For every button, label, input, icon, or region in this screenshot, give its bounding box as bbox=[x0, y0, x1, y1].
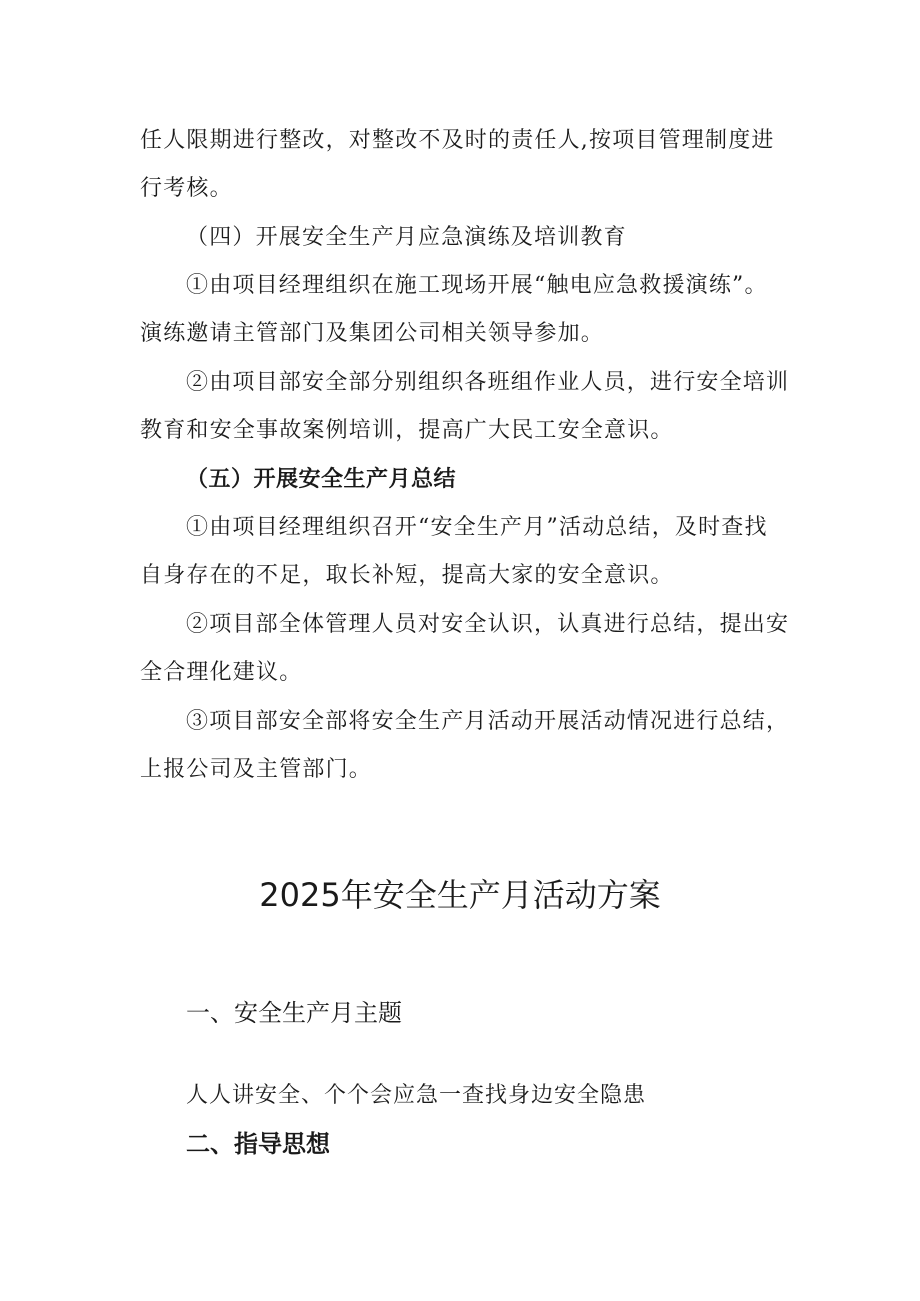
paragraph-line: ②由项目部安全部分别组织各班组作业人员，进行安全培训 bbox=[186, 370, 790, 395]
paragraph-line: ①由项目经理组织在施工现场开展“触电应急救援演练”。 bbox=[186, 273, 768, 298]
paragraph-line: 教育和安全事故案例培训，提高广大民工安全意识。 bbox=[140, 418, 674, 443]
paragraph-line: 全合理化建议。 bbox=[140, 660, 303, 685]
paragraph-line: ③项目部安全部将安全生产月活动开展活动情况进行总结， bbox=[186, 709, 790, 734]
paragraph-line: 自身存在的不足，取长补短，提高大家的安全意识。 bbox=[140, 563, 674, 588]
section-heading-theme: 一、安全生产月主题 bbox=[186, 999, 402, 1027]
subsection-heading-4: （四）开展安全生产月应急演练及培训教育 bbox=[186, 225, 627, 250]
theme-text: 人人讲安全、个个会应急一查找身边安全隐患 bbox=[186, 1083, 647, 1108]
section-heading-guiding-ideology: 二、指导思想 bbox=[186, 1130, 330, 1158]
document-title: 2025年安全生产月活动方案 bbox=[259, 876, 661, 914]
paragraph-line: 演练邀请主管部门及集团公司相关领导参加。 bbox=[140, 321, 605, 346]
paragraph-line: 上报公司及主管部门。 bbox=[140, 757, 373, 782]
paragraph-line: ②项目部全体管理人员对安全认识，认真进行总结，提出安 bbox=[186, 612, 790, 637]
paragraph-line: ①由项目经理组织召开“安全生产月”活动总结，及时查找 bbox=[186, 515, 768, 540]
subsection-heading-5: （五）开展安全生产月总结 bbox=[186, 467, 457, 492]
paragraph-line: 行考核。 bbox=[140, 176, 233, 201]
paragraph-line: 任人限期进行整改，对整改不及时的责任人,按项目管理制度进 bbox=[140, 128, 775, 153]
